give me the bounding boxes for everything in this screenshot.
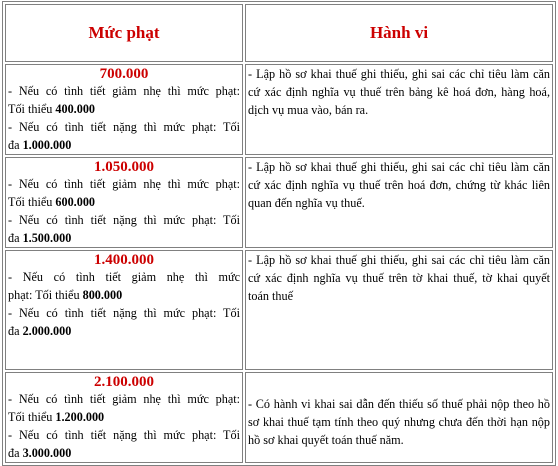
penalty-line: Tối thiểu 1.200.000: [8, 410, 105, 424]
penalty-line: - Nếu có tình tiết nặng thì mức phạt: Tối: [8, 428, 240, 442]
penalty-line: phạt: Tối thiểu 800.000: [8, 288, 123, 302]
penalty-amount: 2.100.000: [94, 374, 154, 390]
table-row: [5, 372, 553, 463]
penalty-line: - Nếu có tình tiết nặng thì mức phạt: Tối: [8, 120, 240, 134]
penalty-line: đa 2.000.000: [8, 324, 72, 338]
penalty-cell: [5, 157, 243, 248]
table-row: [5, 250, 553, 370]
penalty-line: - Nếu có tình tiết giảm nhẹ thì mức: [8, 270, 240, 284]
table-row: [5, 157, 553, 248]
penalty-cell: [5, 64, 243, 155]
table-row: [5, 64, 553, 155]
penalty-line: Tối thiểu 600.000: [8, 195, 95, 209]
behavior-text: - Lập hồ sơ khai thuế ghi thiếu, ghi sai các chỉ tiêu làm căn cứ xác định nghĩa vụ thuế trên tờ khai thuế, tờ khai quyết toán thuế: [248, 253, 550, 303]
penalty-amount: 1.400.000: [94, 252, 154, 268]
header-row: [5, 4, 553, 62]
penalty-line: đa 1.500.000: [8, 231, 72, 245]
behavior-cell: [245, 64, 553, 155]
behavior-text: - Lập hồ sơ khai thuế ghi thiếu, ghi sai các chỉ tiêu làm căn cứ xác định nghĩa vụ thuế trên bảng kê hoá đơn, hàng hoá, dịch vụ mua vào, bán ra.: [248, 67, 550, 117]
header-behavior: Hành vi: [245, 4, 553, 62]
penalty-line: - Nếu có tình tiết nặng thì mức phạt: Tối: [8, 213, 240, 227]
behavior-cell: [245, 157, 553, 248]
behavior-cell: [245, 250, 553, 370]
penalty-amount: 1.050.000: [94, 159, 154, 175]
header-penalty: Mức phạt: [5, 4, 243, 62]
behavior-text: - Có hành vi khai sai dẫn đến thiếu số thuế phải nộp theo hồ sơ khai thuế tạm tính theo quý nhưng chưa đến thời hạn nộp hồ sơ khai quyết toán thuế năm.: [248, 397, 550, 447]
penalty-table: [2, 1, 556, 466]
penalty-cell: [5, 372, 243, 463]
penalty-line: - Nếu có tình tiết giảm nhẹ thì mức phạt:: [8, 84, 240, 98]
penalty-line: - Nếu có tình tiết nặng thì mức phạt: Tối: [8, 306, 240, 320]
behavior-cell: [245, 372, 553, 463]
penalty-amount: 700.000: [99, 66, 149, 82]
penalty-line: - Nếu có tình tiết giảm nhẹ thì mức phạt:: [8, 392, 240, 406]
penalty-line: Tối thiểu 400.000: [8, 102, 95, 116]
penalty-line: - Nếu có tình tiết giảm nhẹ thì mức phạt:: [8, 177, 240, 191]
penalty-line: đa 1.000.000: [8, 138, 72, 152]
penalty-cell: [5, 250, 243, 370]
behavior-text: - Lập hồ sơ khai thuế ghi thiếu, ghi sai các chỉ tiêu làm căn cứ xác định nghĩa vụ thuế trên hoá đơn, chứng từ khác liên quan đến nghĩa vụ thuế.: [248, 160, 550, 210]
penalty-line: đa 3.000.000: [8, 446, 72, 460]
